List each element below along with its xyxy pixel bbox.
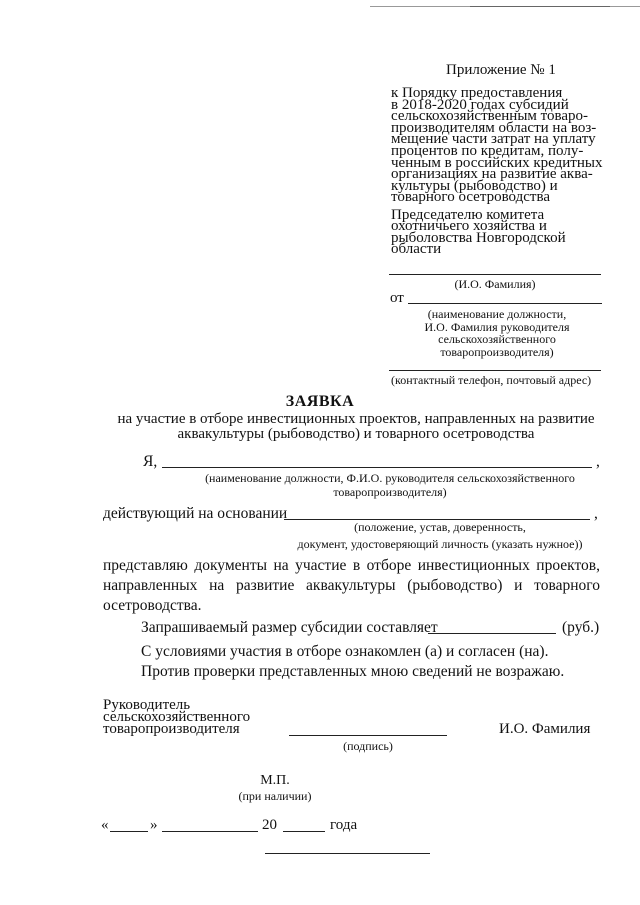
annex-line: в 2018-2020 годах субсидий [391, 96, 569, 113]
date-close-quote: » [150, 817, 158, 833]
date-open-quote: « [101, 817, 109, 833]
closing-separator-line [265, 853, 430, 854]
contact-hint: (контактный телефон, почтовый адрес) [391, 373, 592, 387]
annex-line: ченным в российских кредитных [391, 154, 603, 171]
paragraph-line: осетроводства. [103, 597, 202, 614]
stamp-hint: (при наличии) [238, 789, 312, 803]
applicant-hint-line: товаропроизводителя) [333, 485, 447, 499]
basis-label: действующий на основании [103, 505, 288, 522]
from-hint-line: (наименование должности, [427, 307, 567, 321]
i-label: Я, [143, 453, 158, 470]
basis-comma: , [594, 505, 598, 522]
annex-line: производителям области на воз- [391, 119, 597, 136]
paragraph-line: направленных на развитие аквакультуры (рыбоводство) и товарного [103, 577, 600, 594]
annex-line: к Порядку предоставления [391, 85, 563, 101]
signatory-role-line: товаропроизводителя [103, 721, 240, 737]
contact-fill-line[interactable] [389, 370, 601, 371]
from-fill-line[interactable] [408, 303, 602, 304]
annex-reference [391, 85, 603, 206]
amount-label: Запрашиваемый размер субсидии составляет [141, 619, 438, 636]
amount-fill-line[interactable] [428, 633, 556, 634]
addressee-block [391, 207, 566, 257]
signatory-name: И.О. Фамилия [499, 721, 591, 737]
subtitle-line: аквакультуры (рыбоводство) и товарного осетроводства [177, 426, 535, 442]
i-comma: , [596, 453, 600, 470]
application-paragraph [103, 556, 600, 616]
name-fill-line[interactable] [389, 274, 601, 275]
annex-title: Приложение № 1 [446, 62, 556, 78]
applicant-hint [180, 471, 600, 499]
name-hint: (И.О. Фамилия) [454, 277, 536, 291]
application-subtitle [0, 412, 640, 442]
addressee-line: рыболовства Новгородской [391, 229, 566, 246]
date-month-fill-line[interactable] [162, 831, 258, 832]
applicant-fill-line[interactable] [162, 467, 592, 468]
addressee-line: области [391, 240, 442, 257]
annex-line: мещение части затрат на уплату [391, 131, 596, 148]
annex-line: товарного осетроводства [391, 189, 551, 206]
application-title: ЗАЯВКА [285, 393, 355, 410]
scan-artifact-line [470, 6, 610, 7]
annex-line: сельскохозяйственным товаро- [391, 108, 589, 125]
signatory-role [103, 699, 250, 735]
basis-hint-line: документ, удостоверяющий личность (указать нужное)) [297, 537, 583, 551]
subtitle-line: на участие в отборе инвестиционных проектов, направленных на развитие [117, 411, 595, 427]
date-day-fill-line[interactable] [110, 831, 148, 832]
paragraph-line: представляю документы на участие в отборе инвестиционных проектов, [103, 557, 600, 574]
from-label: от [390, 290, 404, 306]
date-year-fill-line[interactable] [283, 831, 325, 832]
from-hint-line: И.О. Фамилия руководителя [424, 319, 570, 334]
basis-hint [250, 519, 630, 553]
from-hint [392, 308, 602, 358]
signature-hint: (подпись) [343, 739, 393, 753]
addressee-line: охотничьего хозяйства и [391, 218, 547, 235]
annex-line: организациях на развитие аква- [391, 166, 593, 183]
amount-unit: (руб.) [562, 619, 600, 636]
annex-line: культуры (рыбоводство) и [391, 177, 558, 194]
basis-hint-line: (положение, устав, доверенность, [354, 520, 526, 534]
date-century: 20 [262, 817, 277, 833]
stamp-label: М.П. [260, 773, 290, 788]
signatory-role-line: сельскохозяйственного [103, 709, 251, 725]
date-year-word: года [330, 817, 358, 833]
agree-text: С условиями участия в отборе ознакомлен (а) и согласен (на). [141, 643, 549, 660]
annex-line: процентов по кредитам, полу- [391, 142, 584, 159]
addressee-line: Председателю комитета [391, 207, 545, 223]
signatory-role-line: Руководитель [103, 697, 191, 713]
signature-fill-line[interactable] [289, 735, 447, 736]
no-objection-text: Против проверки представленных мною сведений не возражаю. [141, 663, 565, 680]
from-hint-line: сельскохозяйственного [438, 332, 556, 346]
applicant-hint-line: (наименование должности, Ф.И.О. руководителя сельскохозяйственного [205, 471, 575, 485]
from-hint-line: товаропроизводителя) [440, 344, 554, 359]
